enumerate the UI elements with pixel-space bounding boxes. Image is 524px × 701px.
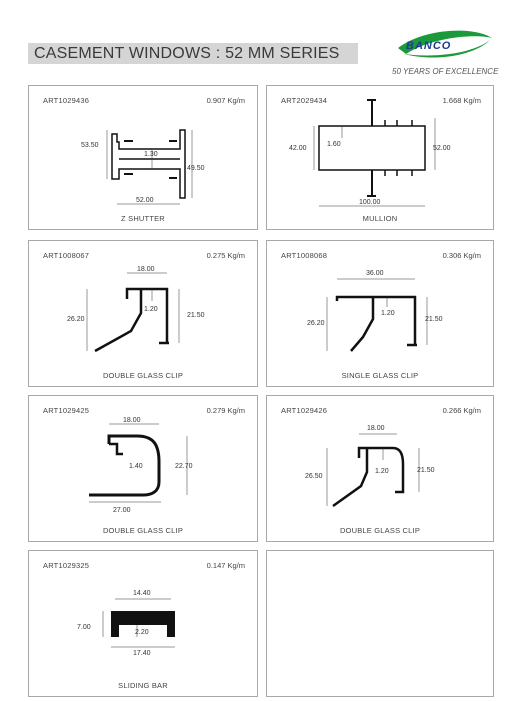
- profile-caption: MULLION: [362, 214, 398, 223]
- profile-caption: DOUBLE GLASS CLIP: [102, 371, 184, 380]
- weight-label: 0.275 Kg/m: [206, 251, 245, 260]
- dim-width: 17.40: [133, 650, 151, 657]
- dim-depth: 21.50: [425, 316, 443, 323]
- title-bar: [28, 43, 358, 64]
- dim-height: 53.50: [81, 142, 99, 149]
- dim-depth: 27.00: [113, 507, 131, 514]
- dim-thickness: 1.20: [144, 306, 158, 313]
- article-code: ART1008067: [43, 251, 90, 260]
- profile-card-mullion: [266, 85, 494, 230]
- article-code: ART1029436: [43, 96, 90, 105]
- article-code: ART1008068: [281, 251, 328, 260]
- article-code: ART2029434: [281, 96, 328, 105]
- sliding-bar-drawing: [29, 551, 257, 696]
- article-code: ART1029426: [281, 406, 328, 415]
- dim-height: 22.70: [175, 463, 193, 470]
- dim-thickness: 1.20: [381, 310, 395, 317]
- empty-card: [266, 550, 494, 697]
- profile-card-z-shutter: [28, 85, 258, 230]
- weight-label: 0.907 Kg/m: [206, 96, 245, 105]
- profile-card-double-glass-clip-1: [28, 240, 258, 387]
- dim-height: 26.20: [67, 316, 85, 323]
- double-glass-clip-drawing: [29, 241, 257, 386]
- dim-width: 18.00: [367, 425, 385, 432]
- dim-top-width: 14.40: [133, 590, 151, 597]
- z-shutter-drawing: [29, 86, 257, 229]
- double-glass-clip-drawing: [29, 396, 257, 541]
- dim-thickness: 2.20: [135, 629, 149, 636]
- tagline: 50 YEARS OF EXCELLENCE: [392, 67, 499, 76]
- dim-thickness: 1.40: [129, 463, 143, 470]
- weight-label: 0.266 Kg/m: [442, 406, 481, 415]
- profile-caption: DOUBLE GLASS CLIP: [102, 526, 184, 535]
- profile-caption: SINGLE GLASS CLIP: [341, 371, 419, 380]
- article-code: ART1029325: [43, 561, 90, 570]
- weight-label: 1.668 Kg/m: [442, 96, 481, 105]
- profile-caption: Z SHUTTER: [121, 214, 165, 223]
- dim-thickness: 1.30: [144, 151, 158, 158]
- weight-label: 0.306 Kg/m: [442, 251, 481, 260]
- dim-depth: 21.50: [187, 312, 205, 319]
- dim-width: 100.00: [359, 199, 381, 206]
- dim-height: 26.50: [305, 473, 323, 480]
- single-glass-clip-drawing: [267, 241, 493, 386]
- dim-thickness: 1.20: [375, 468, 389, 475]
- dim-width: 18.00: [137, 266, 155, 273]
- dim-height: 42.00: [289, 145, 307, 152]
- double-glass-clip-drawing: [267, 396, 493, 541]
- profile-card-sliding-bar: [28, 550, 258, 697]
- dim-depth: 49.50: [187, 165, 205, 172]
- dim-height: 26.20: [307, 320, 325, 327]
- dim-width: 18.00: [123, 417, 141, 424]
- dim-thickness: 1.60: [327, 141, 341, 148]
- dim-width: 36.00: [366, 270, 384, 277]
- article-code: ART1029425: [43, 406, 90, 415]
- profile-card-double-glass-clip-2: [28, 395, 258, 542]
- profile-caption: DOUBLE GLASS CLIP: [339, 526, 421, 535]
- profile-caption: SLIDING BAR: [118, 681, 168, 690]
- dim-depth: 21.50: [417, 467, 435, 474]
- dim-width: 52.00: [136, 197, 154, 204]
- weight-label: 0.147 Kg/m: [206, 561, 245, 570]
- weight-label: 0.279 Kg/m: [206, 406, 245, 415]
- brand-name: BANCO: [406, 40, 452, 52]
- banco-logo: [394, 24, 494, 64]
- mullion-drawing: [267, 86, 493, 229]
- profile-card-double-glass-clip-3: [266, 395, 494, 542]
- dim-height: 7.00: [77, 624, 91, 631]
- dim-depth: 52.00: [433, 145, 451, 152]
- page-title: CASEMENT WINDOWS : 52 MM SERIES: [34, 45, 340, 62]
- profile-card-single-glass-clip: [266, 240, 494, 387]
